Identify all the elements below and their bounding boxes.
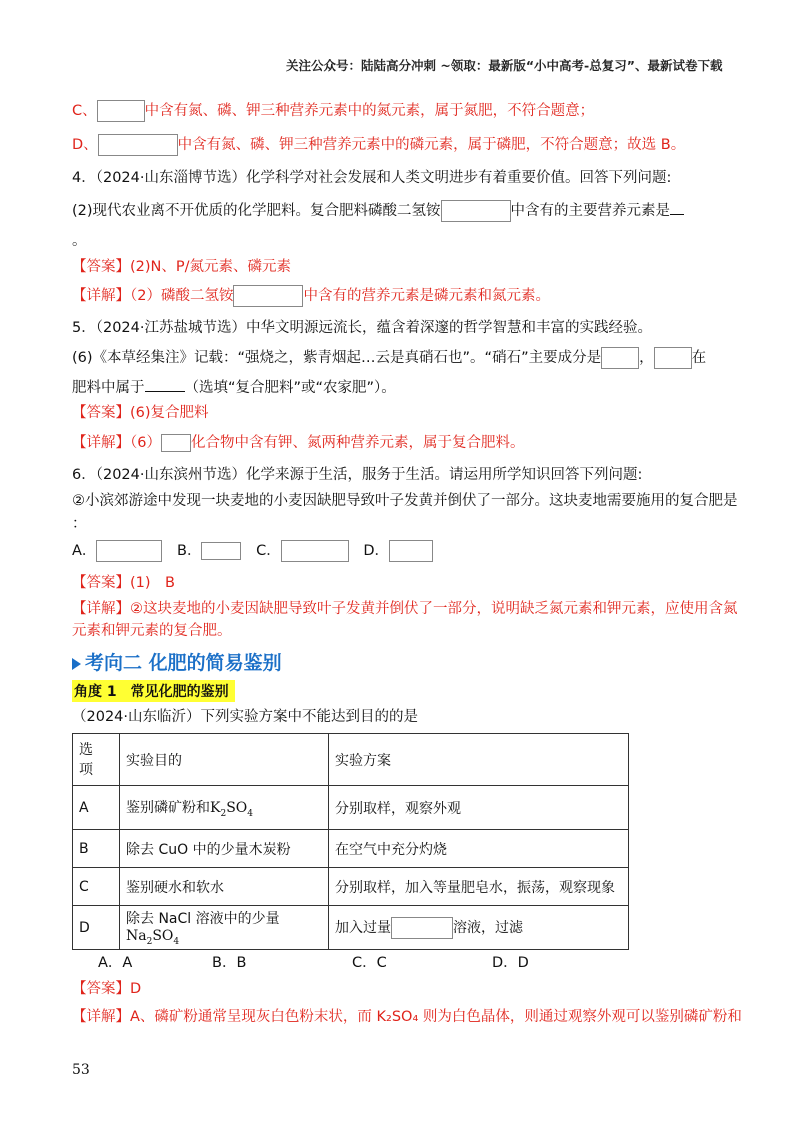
answer-label: 【答案】: [72, 981, 130, 997]
answer-text: (6)复合肥料: [130, 405, 209, 421]
question-6-colon: ：: [72, 516, 87, 532]
detail-text-2: 中含有的营养元素是磷元素和氮元素。: [303, 288, 550, 304]
table-cell-goal: [120, 786, 329, 830]
table-cell-option: D: [73, 906, 120, 950]
table-header-plan: 实验方案: [329, 734, 629, 786]
header-text: 选: [79, 741, 93, 758]
option-c-text: 中含有氮、磷、钾三种营养元素中的氮元素，属于氮肥，不符合题意；: [144, 103, 595, 119]
table-header-goal: 实验目的: [120, 734, 329, 786]
detail-text: （6）: [130, 435, 161, 451]
table-header-option: [73, 734, 120, 786]
question-5-text: (6)《本草经集注》记载：“强烧之，紫青烟起…云是真硝石也”。“硝石”主要成分是: [72, 350, 602, 366]
question-5-intro: 5．（2024·江苏盐城节选）中华文明源远流长，蕴含着深邃的哲学智慧和丰富的实践经验。: [72, 320, 652, 336]
detail-label: 【详解】: [72, 288, 130, 304]
plan-text: 加入过量: [335, 919, 391, 936]
option-c-label: C．: [256, 543, 281, 559]
question-4-end: 。: [72, 233, 87, 249]
question-4-answer: [72, 256, 291, 278]
goal-text: 除去 NaCl 溶液中的少量: [126, 911, 280, 928]
formula-image-blank: [391, 917, 453, 939]
table-cell-goal: 除去 CuO 中的少量木炭粉: [120, 830, 329, 868]
formula-image-blank: [233, 285, 303, 307]
formula-image-blank: [281, 540, 349, 562]
goal-text: 鉴别磷矿粉和: [126, 799, 210, 816]
comma: ，: [639, 350, 654, 366]
question-6-part: ②小滨郊游途中发现一块麦地的小麦因缺肥导致叶子发黄并倒伏了一部分。这块麦地需要施用的复合肥是: [72, 493, 738, 509]
detail-label: 【详解】: [72, 601, 130, 617]
answer-label: 【答案】: [72, 405, 130, 421]
detail-text-2: 化合物中含有钾、氮两种营养元素，属于复合肥料。: [190, 435, 525, 451]
table-cell-option: A: [73, 786, 120, 830]
question-5-answer: [72, 402, 209, 424]
detail-text: A、磷矿粉通常呈现灰白色粉末状，而 K₂SO₄ 则为白色晶体，则通过观察外观可以鉴别磷矿粉和: [130, 1009, 742, 1025]
formula-sub: 4: [247, 808, 254, 819]
formula-image-blank: [654, 347, 692, 369]
formula-image-blank: [98, 134, 178, 156]
answer-text: D: [130, 981, 142, 997]
table-cell-plan: 在空气中充分灼烧: [329, 830, 629, 868]
formula-sub: 4: [173, 936, 180, 947]
final-detail: [72, 1006, 742, 1028]
formula-sub: 2: [146, 936, 153, 947]
question-5-text-3: 肥料中属于: [72, 380, 145, 396]
angle-label: 角度 1 常见化肥的鉴别: [72, 680, 235, 702]
table-cell-plan: 分别取样，观察外观: [329, 786, 629, 830]
plan-text-2: 溶液，过滤: [453, 919, 523, 936]
formula-image-blank: [97, 100, 145, 122]
formula-image-blank: [161, 434, 191, 452]
option-d-label: D．: [363, 543, 389, 559]
header-text: 项: [79, 761, 93, 778]
formula-image-blank: [441, 200, 511, 222]
formula: [126, 928, 180, 947]
formula-image-blank: [96, 540, 162, 562]
question-4-text: (2)现代农业离不开优质的化学肥料。复合肥料磷酸二氢铵: [72, 203, 441, 219]
option-d-prefix: D、: [72, 137, 98, 153]
question-5-line2: [72, 377, 396, 399]
answer-text: (2)N、P/氮元素、磷元素: [130, 259, 292, 275]
detail-label: 【详解】: [72, 1009, 130, 1025]
choice-d: D．D: [492, 955, 529, 971]
table-row: [73, 906, 629, 950]
question-6-detail: [72, 598, 738, 620]
table-row: [73, 786, 629, 830]
option-d-text: 中含有氮、磷、钾三种营养元素中的磷元素，属于磷肥，不符合题意；故选 B。: [177, 137, 686, 153]
choice-b: B．B: [212, 955, 247, 971]
formula-image-blank: [389, 540, 433, 562]
triangle-bullet-icon: [72, 658, 81, 670]
formula-part: Na: [126, 928, 147, 945]
question-6-options: [72, 540, 433, 562]
answer-blank: [670, 200, 684, 215]
question-4-part: [72, 200, 684, 222]
detail-text: ②这块麦地的小麦因缺肥导致叶子发黄并倒伏了一部分，说明缺乏氮元素和钾元素，应使用含氮: [130, 601, 738, 617]
final-answer: [72, 978, 141, 1000]
question-4-intro: 4．（2024·山东淄博节选）化学科学对社会发展和人类文明进步有着重要价值。回答下列问题:: [72, 170, 672, 186]
section-title: [72, 648, 282, 675]
table-cell-plan: [329, 906, 629, 950]
detail-text: （2）磷酸二氢铵: [130, 288, 234, 304]
formula-part: K: [210, 799, 221, 816]
option-a-label: A．: [72, 543, 97, 559]
formula-part: SO: [152, 928, 174, 945]
table-cell-option: B: [73, 830, 120, 868]
table-cell-goal: 鉴别硬水和软水: [120, 868, 329, 906]
formula-sub: 2: [220, 808, 227, 819]
question-6-detail-2: 元素和钾元素的复合肥。: [72, 623, 232, 639]
table-row: [73, 868, 629, 906]
answer-label: 【答案】: [72, 575, 130, 591]
option-d-explanation: [72, 134, 685, 156]
table-row: [73, 830, 629, 868]
header-notice: 关注公众号：陆陆高分冲刺 ~领取：最新版“小中高考-总复习”、最新试卷下载: [286, 58, 723, 73]
choice-a: A．A: [98, 955, 133, 971]
question-5-part: [72, 347, 706, 369]
table-question: （2024·山东临沂）下列实验方案中不能达到目的的是: [72, 709, 419, 725]
question-5-text-2: 在: [691, 350, 707, 366]
question-4-text-2: 中含有的主要营养元素是: [510, 203, 671, 219]
answer-label: 【答案】: [72, 259, 130, 275]
table-cell-option: C: [73, 868, 120, 906]
formula-image-blank: [601, 347, 639, 369]
formula: [210, 799, 254, 819]
section-title-text: 考向二 化肥的简易鉴别: [85, 652, 282, 674]
page-number: 53: [72, 1062, 90, 1078]
detail-label: 【详解】: [72, 435, 130, 451]
formula-part: SO: [226, 799, 248, 816]
option-b-label: B．: [177, 543, 202, 559]
choice-c: C．C: [352, 955, 387, 971]
table-cell-plan: 分别取样，加入等量肥皂水，振荡，观察现象: [329, 868, 629, 906]
option-c-prefix: C、: [72, 103, 97, 119]
table-cell-goal: [120, 906, 329, 950]
experiment-table: [72, 733, 629, 950]
formula-image-blank: [201, 542, 241, 560]
question-4-detail: [72, 285, 550, 307]
question-6-intro: 6．（2024·山东滨州节选）化学来源于生活，服务于生活。请运用所学知识回答下列问题:: [72, 467, 643, 483]
option-c-explanation: [72, 100, 594, 122]
answer-blank: [145, 377, 185, 392]
question-5-text-4: （选填“复合肥料”或“农家肥”）。: [184, 380, 396, 396]
question-6-answer: [72, 572, 175, 594]
table-header-row: [73, 734, 629, 786]
answer-text: (1) B: [130, 575, 175, 591]
question-5-detail: [72, 432, 524, 454]
